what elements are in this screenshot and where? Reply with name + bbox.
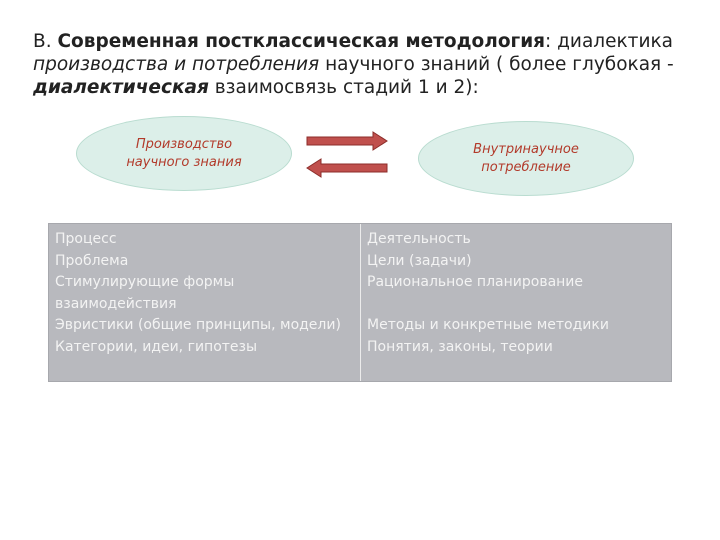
left-item: Стимулирующие формы [55, 274, 235, 290]
oval-production [76, 116, 292, 191]
right-item: Деятельность [367, 231, 471, 247]
heading-bold-italic: диалектическая [33, 77, 209, 98]
right-item: Цели (задачи) [367, 252, 472, 269]
left-item: Эвристики (общие принципы, модели) [55, 317, 341, 333]
right-item: Понятия, законы, теории [367, 338, 553, 355]
comparison-table [48, 223, 672, 382]
heading-line-2 [33, 53, 720, 76]
table-right-column [367, 229, 609, 358]
arrow-right-icon [307, 132, 387, 150]
bidirectional-arrows [305, 130, 389, 182]
heading-colon: : диалектика [545, 31, 673, 52]
oval-consumption [418, 121, 634, 196]
heading-bold: Современная постклассическая методология [57, 31, 546, 52]
right-item [367, 294, 609, 316]
left-item: взаимодействия [55, 295, 177, 312]
heading-line-1 [33, 30, 720, 53]
right-item: Рациональное планирование [367, 274, 584, 290]
right-item: Методы и конкретные методики [367, 317, 609, 333]
heading-rest3: взаимосвязь стадий 1 и 2): [208, 77, 479, 98]
oval-consumption-label: Внутринаучное потребление [473, 141, 579, 175]
left-item: Проблема [55, 252, 129, 269]
arrow-left-icon [307, 159, 387, 177]
heading-prefix: В. [33, 31, 58, 52]
table-divider [360, 224, 361, 381]
heading-line-3 [33, 76, 720, 99]
heading-rest2: научного знаний ( более глубокая - [319, 54, 674, 75]
slide-heading [33, 30, 720, 99]
heading-italic: производства и потребления [33, 54, 320, 75]
left-item: Процесс [55, 231, 117, 247]
left-item: Категории, идеи, гипотезы [55, 338, 258, 355]
table-left-column [55, 229, 341, 358]
oval-production-label: Производство научного знания [126, 136, 242, 170]
